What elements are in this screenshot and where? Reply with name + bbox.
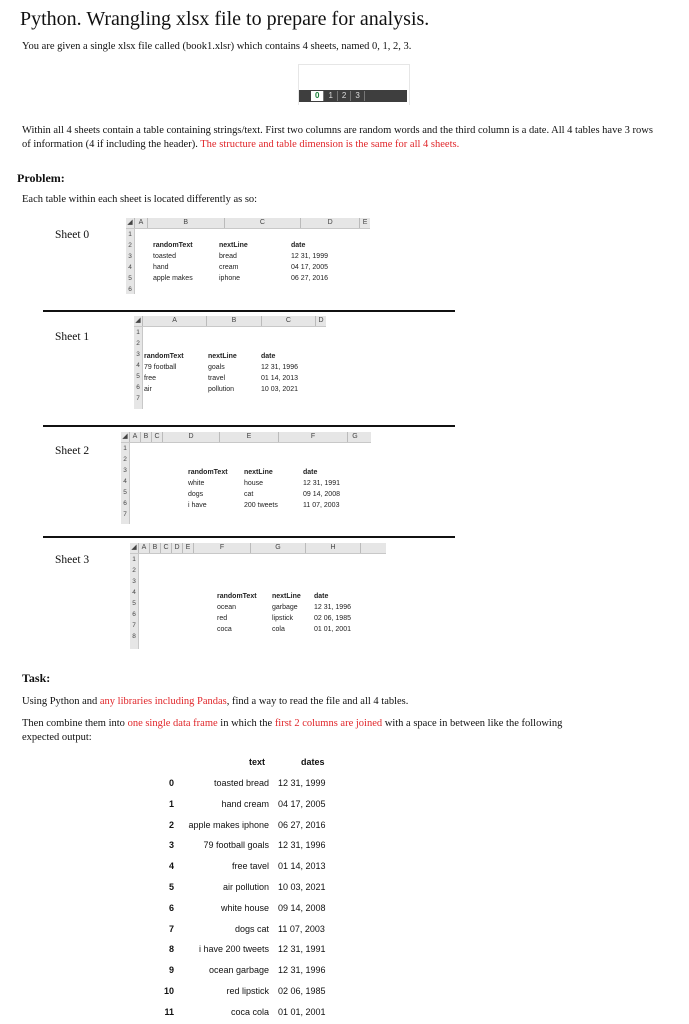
table-cell: 12 31, 1996 xyxy=(314,604,351,611)
table-cell: pollution xyxy=(208,386,235,393)
page-title: Python. Wrangling xlsx file to prepare for analysis. xyxy=(20,8,430,30)
table-cell: dogs xyxy=(188,491,204,498)
table-cell: coca xyxy=(217,626,232,633)
table-cell: 04 17, 2005 xyxy=(291,264,328,271)
intro-text: You are given a single xlsx file called (book1.xlsr) which contains 4 sheets, named 0, 1, 2, 3. xyxy=(22,41,412,52)
table-cell: white xyxy=(188,480,205,487)
sheet-1-grid: ◢ A B C D 1 2 3 4 5 6 7 randomText nextLine date 79 football goals 12 31, 1996 free travel 01 14, 2013 air pollution 10 03, 2021 xyxy=(134,316,326,409)
sheet-tab-1[interactable]: 1 xyxy=(324,91,337,101)
table-header: randomText xyxy=(188,469,228,476)
table-header: nextLine xyxy=(272,593,301,600)
sheet-tab-3[interactable]: 3 xyxy=(351,91,364,101)
row-date: 12 31, 1991 xyxy=(278,944,326,954)
row-text: free tavel xyxy=(231,861,269,871)
table-cell: 12 31, 1991 xyxy=(303,480,340,487)
table-cell: free xyxy=(144,375,157,382)
row-index: 2 xyxy=(168,820,174,830)
table-cell: 79 football xyxy=(144,364,177,371)
row-index: 9 xyxy=(168,965,174,975)
description xyxy=(22,124,662,152)
row-date: 01 14, 2013 xyxy=(278,861,326,871)
row-text: ocean garbage xyxy=(208,965,269,975)
row-index: 4 xyxy=(168,861,174,871)
row-text: hand cream xyxy=(221,799,269,809)
sheet-tabs-bar xyxy=(299,90,407,102)
sheet-0-grid: ◢ A B C D E 1 2 3 4 5 6 randomText nextLine date toasted bread 12 31, 1999 hand cream 04 17, 2005 apple makes iphone 06 27, 2016 xyxy=(126,218,370,294)
description-highlight: The structure and table dimension is the same for all 4 sheets. xyxy=(200,139,460,150)
table-cell: travel xyxy=(208,375,226,382)
table-cell: 11 07, 2003 xyxy=(303,502,340,509)
row-text: apple makes iphone xyxy=(188,820,269,830)
table-cell: cream xyxy=(219,264,239,271)
table-cell: apple makes xyxy=(153,275,193,282)
sheet-label-2: Sheet 2 xyxy=(55,445,90,457)
separator xyxy=(43,310,455,312)
row-date: 12 31, 1996 xyxy=(278,965,326,975)
table-cell: ocean xyxy=(217,604,237,611)
separator xyxy=(43,425,455,427)
table-cell: 01 01, 2001 xyxy=(314,626,351,633)
sheet-2-grid: ◢ A B C D E F G 1 2 3 4 5 6 7 randomText nextLine date white house 12 31, 1991 dogs cat 09 14, 2008 i have 200 tweets 11 07, 2003 xyxy=(121,432,371,524)
table-cell: cola xyxy=(272,626,285,633)
row-date: 09 14, 2008 xyxy=(278,903,326,913)
sheet-label-3: Sheet 3 xyxy=(55,554,90,566)
row-text: red lipstick xyxy=(226,986,269,996)
table-cell: hand xyxy=(153,264,169,271)
table-header: date xyxy=(261,353,276,360)
table-cell: 12 31, 1996 xyxy=(261,364,298,371)
sheet-3-grid: ◢ A B C D E F G H 1 2 3 4 5 6 7 8 randomText nextLine date ocean garbage 12 31, 1996 red lipstick 02 06, 1985 coca cola 01 01, 2001 xyxy=(130,543,386,649)
table-header: randomText xyxy=(153,242,193,249)
row-date: 06 27, 2016 xyxy=(278,820,326,830)
table-cell: i have xyxy=(188,502,207,509)
row-index: 6 xyxy=(168,903,174,913)
row-text: 79 football goals xyxy=(203,840,269,850)
table-header: nextLine xyxy=(208,353,237,360)
table-header: nextLine xyxy=(219,242,248,249)
row-text: i have 200 tweets xyxy=(198,944,269,954)
row-index: 0 xyxy=(168,778,174,788)
task-line-1: Using Python and any libraries including Pandas, find a way to read the file and all 4 tables. xyxy=(22,696,409,707)
row-date: 04 17, 2005 xyxy=(278,799,326,809)
table-cell: cat xyxy=(244,491,254,498)
problem-text: Each table within each sheet is located differently as so: xyxy=(22,194,258,205)
column-header-text: text xyxy=(249,757,266,767)
table-header: randomText xyxy=(217,593,257,600)
row-date: 12 31, 1999 xyxy=(278,778,326,788)
row-index: 8 xyxy=(168,944,174,954)
table-cell: 06 27, 2016 xyxy=(291,275,328,282)
table-cell: iphone xyxy=(219,275,241,282)
task-heading: Task: xyxy=(22,671,51,685)
table-cell: house xyxy=(244,480,264,487)
column-header-dates: dates xyxy=(301,757,325,767)
table-cell: goals xyxy=(208,364,225,371)
row-date: 12 31, 1996 xyxy=(278,840,326,850)
sheet-tab-2[interactable]: 2 xyxy=(338,91,351,101)
table-cell: air xyxy=(144,386,152,393)
sheet-tab-0[interactable]: 0 xyxy=(311,91,324,101)
table-cell: 02 06, 1985 xyxy=(314,615,351,622)
table-cell: 12 31, 1999 xyxy=(291,253,328,260)
row-index: 1 xyxy=(168,799,174,809)
table-header: nextLine xyxy=(244,469,273,476)
row-date: 11 07, 2003 xyxy=(278,924,325,934)
table-cell: 01 14, 2013 xyxy=(261,375,298,382)
table-cell: 09 14, 2008 xyxy=(303,491,340,498)
table-header: date xyxy=(314,593,329,600)
row-index: 3 xyxy=(168,840,174,850)
table-cell: toasted xyxy=(153,253,176,260)
table-header: date xyxy=(303,469,318,476)
table-cell: red xyxy=(217,615,228,622)
row-text: white house xyxy=(220,903,269,913)
row-index: 7 xyxy=(168,924,174,934)
sheet-label-0: Sheet 0 xyxy=(55,229,90,241)
description-text: Within all 4 sheets contain a table containing strings/text. First two columns are random words and the third column is a date. All 4 tables have 3 rows of information (4 if including the header). xyxy=(22,125,653,150)
row-text: dogs cat xyxy=(234,924,269,934)
separator xyxy=(43,536,455,538)
row-index: 5 xyxy=(168,882,174,892)
row-date: 02 06, 1985 xyxy=(278,986,326,996)
table-cell: 200 tweets xyxy=(244,502,278,509)
table-cell: bread xyxy=(219,253,237,260)
row-text: air pollution xyxy=(222,882,269,892)
table-cell: garbage xyxy=(272,604,298,611)
table-header: date xyxy=(291,242,306,249)
row-index: 10 xyxy=(163,986,174,996)
row-text: toasted bread xyxy=(213,778,269,788)
table-cell: lipstick xyxy=(272,615,294,622)
problem-heading: Problem: xyxy=(17,171,65,185)
row-date: 01 01, 2001 xyxy=(278,1007,326,1017)
row-text: coca cola xyxy=(230,1007,269,1017)
sheet-label-1: Sheet 1 xyxy=(55,331,90,343)
row-index: 11 xyxy=(164,1007,174,1017)
table-header: randomText xyxy=(144,353,184,360)
table-cell: 10 03, 2021 xyxy=(261,386,298,393)
row-date: 10 03, 2021 xyxy=(278,882,326,892)
task-line-2: Then combine them into one single data frame in which the first 2 columns are joined with a space in between like the following expected output: xyxy=(22,718,563,743)
